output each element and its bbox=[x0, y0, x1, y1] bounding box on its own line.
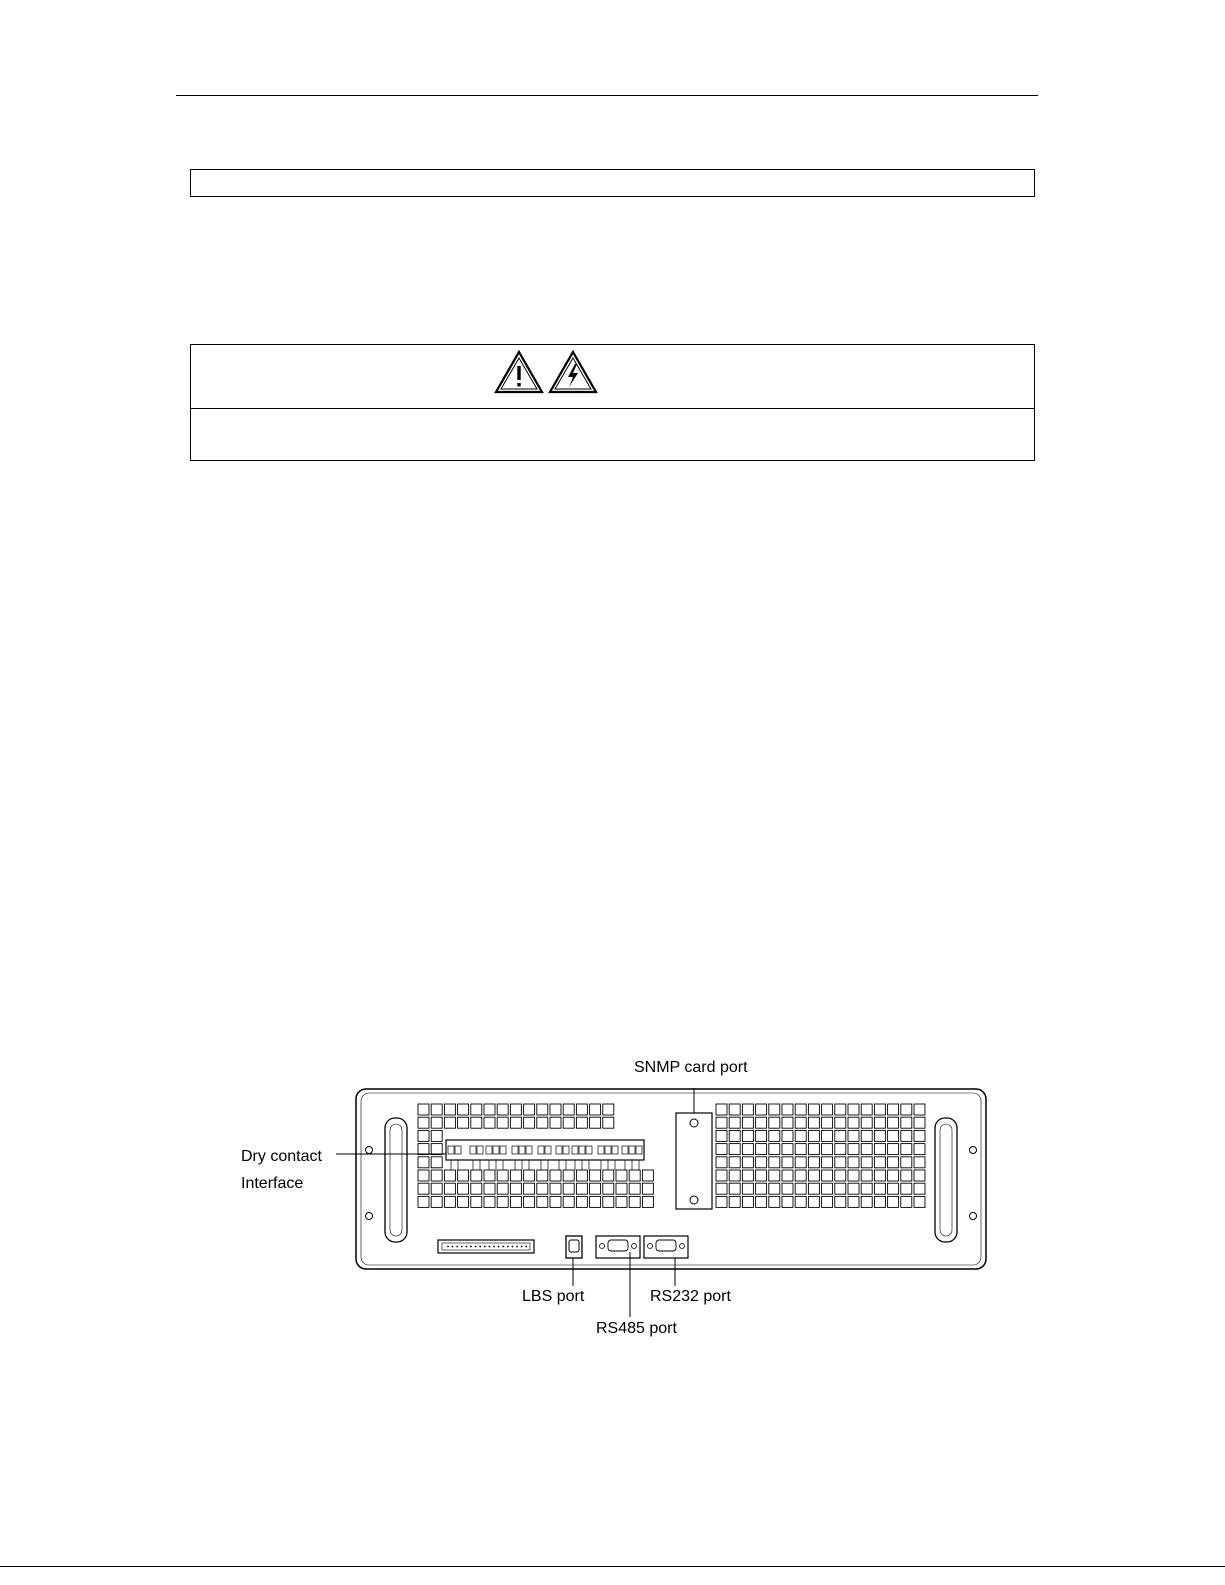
vent-hole bbox=[418, 1104, 429, 1115]
left-handle bbox=[385, 1118, 407, 1242]
vent-hole bbox=[742, 1144, 753, 1155]
warning-triangle-icon bbox=[493, 349, 545, 395]
vent-hole bbox=[742, 1130, 753, 1141]
vent-hole bbox=[769, 1117, 780, 1128]
vent-hole bbox=[550, 1170, 561, 1181]
terminal-pin bbox=[448, 1146, 454, 1154]
vent-hole bbox=[431, 1183, 442, 1194]
panel-inner-outline bbox=[361, 1093, 981, 1265]
vent-hole bbox=[537, 1117, 548, 1128]
terminal-pin bbox=[477, 1146, 483, 1154]
vent-hole bbox=[431, 1157, 442, 1168]
vent-hole bbox=[716, 1183, 727, 1194]
warning-box bbox=[190, 344, 1035, 461]
vent-hole bbox=[901, 1130, 912, 1141]
connector-pin bbox=[525, 1246, 527, 1248]
vent-hole bbox=[822, 1170, 833, 1181]
connector-pin bbox=[475, 1246, 477, 1248]
vent-hole bbox=[901, 1104, 912, 1115]
terminal-pin bbox=[500, 1146, 506, 1154]
vent-hole bbox=[888, 1144, 899, 1155]
dry-contact-terminals bbox=[448, 1146, 642, 1170]
electric-shock-icon bbox=[547, 349, 599, 395]
vent-hole bbox=[716, 1117, 727, 1128]
vent-hole bbox=[848, 1104, 859, 1115]
vent-hole bbox=[471, 1104, 482, 1115]
vent-hole bbox=[874, 1157, 885, 1168]
vent-hole bbox=[431, 1130, 442, 1141]
vent-hole bbox=[418, 1144, 429, 1155]
vent-hole bbox=[471, 1183, 482, 1194]
vent-hole bbox=[756, 1144, 767, 1155]
vent-hole bbox=[418, 1196, 429, 1207]
connector-pin bbox=[489, 1246, 491, 1248]
rs232-port-label: RS232 port bbox=[650, 1288, 731, 1305]
vent-hole bbox=[795, 1144, 806, 1155]
vent-hole bbox=[782, 1130, 793, 1141]
vent-hole bbox=[629, 1196, 640, 1207]
vent-hole bbox=[418, 1157, 429, 1168]
panel-outline bbox=[356, 1089, 986, 1269]
terminal-pin bbox=[629, 1146, 635, 1154]
vent-hole bbox=[782, 1170, 793, 1181]
vent-hole bbox=[524, 1196, 535, 1207]
mount-hole bbox=[366, 1147, 373, 1154]
vent-hole bbox=[861, 1170, 872, 1181]
vent-hole bbox=[861, 1157, 872, 1168]
vent-hole bbox=[795, 1104, 806, 1115]
vent-hole bbox=[458, 1196, 469, 1207]
terminal-pin bbox=[636, 1146, 642, 1154]
vent-hole bbox=[888, 1196, 899, 1207]
vent-hole bbox=[444, 1196, 455, 1207]
vent-hole bbox=[484, 1170, 495, 1181]
terminal-pin bbox=[605, 1146, 611, 1154]
vent-hole bbox=[418, 1130, 429, 1141]
terminal-pin bbox=[612, 1146, 618, 1154]
vent-hole bbox=[563, 1183, 574, 1194]
vent-hole bbox=[716, 1170, 727, 1181]
vent-hole bbox=[795, 1157, 806, 1168]
vent-hole bbox=[563, 1170, 574, 1181]
vent-hole bbox=[901, 1196, 912, 1207]
vent-hole bbox=[510, 1170, 521, 1181]
vent-hole bbox=[524, 1104, 535, 1115]
connector-pin bbox=[466, 1246, 468, 1248]
terminal-pin bbox=[526, 1146, 532, 1154]
vent-hole bbox=[537, 1196, 548, 1207]
vent-hole bbox=[835, 1170, 846, 1181]
vent-hole bbox=[444, 1104, 455, 1115]
connector-pin bbox=[456, 1246, 458, 1248]
dry-contact-label-line1: Dry contact bbox=[241, 1148, 322, 1165]
vent-hole bbox=[431, 1144, 442, 1155]
vent-hole bbox=[431, 1196, 442, 1207]
vent-hole bbox=[822, 1157, 833, 1168]
vent-hole bbox=[603, 1183, 614, 1194]
connector-pin bbox=[502, 1246, 504, 1248]
vent-hole bbox=[510, 1196, 521, 1207]
vent-hole bbox=[769, 1104, 780, 1115]
vent-hole bbox=[497, 1170, 508, 1181]
vent-grid-right bbox=[716, 1104, 925, 1207]
vent-hole bbox=[524, 1183, 535, 1194]
connector-pin bbox=[498, 1246, 500, 1248]
connector-pin bbox=[447, 1246, 449, 1248]
vent-hole bbox=[497, 1117, 508, 1128]
vent-hole bbox=[550, 1117, 561, 1128]
vent-hole bbox=[603, 1196, 614, 1207]
terminal-pin bbox=[572, 1146, 578, 1154]
vent-hole bbox=[888, 1117, 899, 1128]
vent-hole bbox=[848, 1170, 859, 1181]
vent-hole bbox=[590, 1104, 601, 1115]
vent-hole bbox=[642, 1183, 653, 1194]
vent-hole bbox=[874, 1117, 885, 1128]
vent-hole bbox=[471, 1117, 482, 1128]
terminal-pin bbox=[493, 1146, 499, 1154]
vent-hole bbox=[848, 1144, 859, 1155]
vent-hole bbox=[729, 1157, 740, 1168]
vent-hole bbox=[822, 1130, 833, 1141]
vent-hole bbox=[769, 1144, 780, 1155]
vent-hole bbox=[729, 1170, 740, 1181]
vent-hole bbox=[756, 1104, 767, 1115]
footer-rule bbox=[0, 1566, 1225, 1567]
vent-hole bbox=[458, 1170, 469, 1181]
empty-table-box bbox=[190, 169, 1035, 197]
vent-hole bbox=[756, 1157, 767, 1168]
connector-pin bbox=[452, 1246, 454, 1248]
mount-hole bbox=[366, 1213, 373, 1220]
terminal-pin bbox=[598, 1146, 604, 1154]
vent-hole bbox=[590, 1183, 601, 1194]
terminal-pin bbox=[519, 1146, 525, 1154]
vent-hole bbox=[769, 1157, 780, 1168]
vent-hole bbox=[497, 1183, 508, 1194]
vent-hole bbox=[510, 1183, 521, 1194]
vent-hole bbox=[822, 1183, 833, 1194]
vent-hole bbox=[808, 1130, 819, 1141]
vent-hole bbox=[742, 1157, 753, 1168]
vent-hole bbox=[756, 1117, 767, 1128]
vent-hole bbox=[524, 1117, 535, 1128]
vent-hole bbox=[782, 1117, 793, 1128]
vent-hole bbox=[497, 1104, 508, 1115]
connector-pin bbox=[484, 1246, 486, 1248]
parallel-connector bbox=[438, 1240, 534, 1253]
vent-hole bbox=[874, 1170, 885, 1181]
connector-pin bbox=[470, 1246, 472, 1248]
terminal-pin bbox=[512, 1146, 518, 1154]
vent-hole bbox=[576, 1196, 587, 1207]
lbs-port-label: LBS port bbox=[522, 1288, 585, 1305]
vent-hole bbox=[808, 1144, 819, 1155]
vent-hole bbox=[756, 1130, 767, 1141]
vent-hole bbox=[716, 1157, 727, 1168]
vent-hole bbox=[795, 1117, 806, 1128]
vent-hole bbox=[901, 1157, 912, 1168]
vent-hole bbox=[835, 1117, 846, 1128]
vent-hole bbox=[431, 1170, 442, 1181]
vent-hole bbox=[418, 1170, 429, 1181]
vent-hole bbox=[848, 1196, 859, 1207]
vent-grid-left bbox=[418, 1104, 653, 1207]
vent-hole bbox=[914, 1170, 925, 1181]
vent-hole bbox=[822, 1144, 833, 1155]
vent-hole bbox=[471, 1170, 482, 1181]
vent-hole bbox=[742, 1104, 753, 1115]
vent-hole bbox=[629, 1170, 640, 1181]
lbs-port bbox=[566, 1236, 582, 1258]
vent-hole bbox=[729, 1144, 740, 1155]
vent-hole bbox=[444, 1170, 455, 1181]
connector-pin bbox=[516, 1246, 518, 1248]
vent-hole bbox=[576, 1183, 587, 1194]
mount-hole bbox=[970, 1147, 977, 1154]
vent-hole bbox=[914, 1157, 925, 1168]
vent-hole bbox=[756, 1170, 767, 1181]
mount-hole bbox=[970, 1213, 977, 1220]
vent-hole bbox=[769, 1183, 780, 1194]
vent-hole bbox=[874, 1196, 885, 1207]
vent-hole bbox=[782, 1104, 793, 1115]
terminal-pin bbox=[538, 1146, 544, 1154]
terminal-pin bbox=[556, 1146, 562, 1154]
vent-hole bbox=[888, 1170, 899, 1181]
vent-hole bbox=[822, 1104, 833, 1115]
vent-hole bbox=[458, 1117, 469, 1128]
vent-hole bbox=[874, 1183, 885, 1194]
vent-hole bbox=[874, 1104, 885, 1115]
connector-pin bbox=[479, 1246, 481, 1248]
vent-hole bbox=[835, 1104, 846, 1115]
vent-hole bbox=[861, 1183, 872, 1194]
vent-hole bbox=[742, 1196, 753, 1207]
vent-hole bbox=[458, 1104, 469, 1115]
rs485-port-label: RS485 port bbox=[596, 1320, 677, 1337]
snmp-card-slot bbox=[676, 1113, 712, 1209]
vent-hole bbox=[822, 1196, 833, 1207]
vent-hole bbox=[510, 1117, 521, 1128]
vent-hole bbox=[901, 1117, 912, 1128]
vent-hole bbox=[742, 1183, 753, 1194]
vent-hole bbox=[742, 1170, 753, 1181]
vent-hole bbox=[524, 1170, 535, 1181]
vent-hole bbox=[901, 1170, 912, 1181]
vent-hole bbox=[616, 1196, 627, 1207]
vent-hole bbox=[861, 1144, 872, 1155]
vent-hole bbox=[848, 1130, 859, 1141]
vent-hole bbox=[629, 1183, 640, 1194]
vent-hole bbox=[782, 1144, 793, 1155]
vent-hole bbox=[835, 1157, 846, 1168]
terminal-pin bbox=[486, 1146, 492, 1154]
vent-hole bbox=[888, 1104, 899, 1115]
vent-hole bbox=[603, 1170, 614, 1181]
vent-hole bbox=[484, 1196, 495, 1207]
connector-pin bbox=[507, 1246, 509, 1248]
vent-hole bbox=[716, 1196, 727, 1207]
vent-hole bbox=[914, 1130, 925, 1141]
vent-hole bbox=[888, 1157, 899, 1168]
vent-hole bbox=[729, 1104, 740, 1115]
vent-hole bbox=[458, 1183, 469, 1194]
vent-hole bbox=[782, 1157, 793, 1168]
vent-hole bbox=[444, 1117, 455, 1128]
vent-hole bbox=[914, 1144, 925, 1155]
rs485-port bbox=[596, 1236, 640, 1258]
vent-hole bbox=[484, 1117, 495, 1128]
vent-hole bbox=[861, 1196, 872, 1207]
vent-hole bbox=[795, 1196, 806, 1207]
vent-hole bbox=[550, 1196, 561, 1207]
vent-hole bbox=[576, 1170, 587, 1181]
vent-hole bbox=[729, 1117, 740, 1128]
vent-hole bbox=[431, 1104, 442, 1115]
vent-hole bbox=[729, 1183, 740, 1194]
terminal-pin bbox=[579, 1146, 585, 1154]
vent-hole bbox=[861, 1117, 872, 1128]
vent-hole bbox=[563, 1117, 574, 1128]
vent-hole bbox=[901, 1144, 912, 1155]
vent-hole bbox=[914, 1104, 925, 1115]
vent-hole bbox=[861, 1104, 872, 1115]
vent-hole bbox=[537, 1170, 548, 1181]
vent-hole bbox=[590, 1117, 601, 1128]
vent-hole bbox=[901, 1183, 912, 1194]
vent-hole bbox=[590, 1196, 601, 1207]
vent-hole bbox=[444, 1183, 455, 1194]
vent-hole bbox=[848, 1117, 859, 1128]
vent-hole bbox=[769, 1130, 780, 1141]
vent-hole bbox=[576, 1117, 587, 1128]
vent-hole bbox=[835, 1183, 846, 1194]
vent-hole bbox=[729, 1196, 740, 1207]
connector-pin bbox=[512, 1246, 514, 1248]
vent-hole bbox=[716, 1104, 727, 1115]
vent-hole bbox=[782, 1183, 793, 1194]
connector-pin bbox=[461, 1246, 463, 1248]
vent-hole bbox=[914, 1183, 925, 1194]
vent-hole bbox=[418, 1117, 429, 1128]
header-rule bbox=[176, 95, 1038, 96]
vent-hole bbox=[590, 1170, 601, 1181]
vent-hole bbox=[835, 1196, 846, 1207]
vent-hole bbox=[716, 1130, 727, 1141]
vent-hole bbox=[835, 1144, 846, 1155]
right-handle bbox=[935, 1118, 957, 1242]
vent-hole bbox=[795, 1183, 806, 1194]
vent-hole bbox=[484, 1183, 495, 1194]
vent-hole bbox=[603, 1117, 614, 1128]
vent-hole bbox=[808, 1196, 819, 1207]
vent-hole bbox=[795, 1170, 806, 1181]
vent-hole bbox=[431, 1117, 442, 1128]
vent-hole bbox=[808, 1183, 819, 1194]
vent-hole bbox=[782, 1196, 793, 1207]
vent-hole bbox=[537, 1104, 548, 1115]
vent-hole bbox=[795, 1130, 806, 1141]
vent-hole bbox=[742, 1117, 753, 1128]
vent-hole bbox=[848, 1183, 859, 1194]
connector-pin bbox=[493, 1246, 495, 1248]
vent-hole bbox=[576, 1104, 587, 1115]
vent-hole bbox=[550, 1104, 561, 1115]
vent-hole bbox=[808, 1157, 819, 1168]
vent-hole bbox=[471, 1196, 482, 1207]
vent-hole bbox=[484, 1104, 495, 1115]
vent-hole bbox=[888, 1130, 899, 1141]
vent-hole bbox=[510, 1104, 521, 1115]
vent-hole bbox=[418, 1183, 429, 1194]
vent-hole bbox=[642, 1196, 653, 1207]
vent-hole bbox=[550, 1183, 561, 1194]
terminal-pin bbox=[455, 1146, 461, 1154]
vent-hole bbox=[537, 1183, 548, 1194]
vent-hole bbox=[603, 1104, 614, 1115]
vent-hole bbox=[835, 1130, 846, 1141]
vent-hole bbox=[642, 1170, 653, 1181]
vent-hole bbox=[769, 1196, 780, 1207]
vent-hole bbox=[808, 1117, 819, 1128]
vent-hole bbox=[756, 1183, 767, 1194]
connector-pin bbox=[521, 1246, 523, 1248]
snmp-card-port-label: SNMP card port bbox=[634, 1059, 748, 1076]
vent-hole bbox=[616, 1183, 627, 1194]
vent-hole bbox=[914, 1117, 925, 1128]
vent-hole bbox=[888, 1183, 899, 1194]
vent-hole bbox=[808, 1170, 819, 1181]
vent-hole bbox=[756, 1196, 767, 1207]
terminal-pin bbox=[563, 1146, 569, 1154]
vent-hole bbox=[822, 1117, 833, 1128]
vent-hole bbox=[616, 1170, 627, 1181]
vent-hole bbox=[563, 1196, 574, 1207]
vent-hole bbox=[874, 1130, 885, 1141]
vent-hole bbox=[874, 1144, 885, 1155]
vent-hole bbox=[497, 1196, 508, 1207]
terminal-pin bbox=[586, 1146, 592, 1154]
dry-contact-label-line2: Interface bbox=[241, 1175, 304, 1192]
vent-hole bbox=[914, 1196, 925, 1207]
vent-hole bbox=[808, 1104, 819, 1115]
vent-hole bbox=[563, 1104, 574, 1115]
rs232-port bbox=[644, 1236, 688, 1258]
vent-hole bbox=[729, 1130, 740, 1141]
vent-hole bbox=[848, 1157, 859, 1168]
dry-contact-terminal-block bbox=[446, 1140, 644, 1160]
vent-hole bbox=[769, 1170, 780, 1181]
terminal-pin bbox=[622, 1146, 628, 1154]
warning-box-divider bbox=[191, 408, 1034, 409]
terminal-pin bbox=[470, 1146, 476, 1154]
terminal-pin bbox=[545, 1146, 551, 1154]
vent-hole bbox=[861, 1130, 872, 1141]
vent-hole bbox=[716, 1144, 727, 1155]
